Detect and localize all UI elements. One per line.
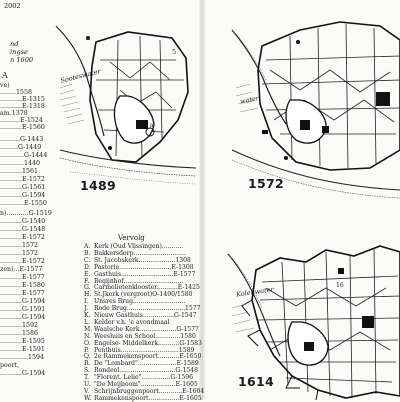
left-column-line: ...........E-1572 bbox=[0, 176, 45, 183]
legend-item-key: A. bbox=[84, 243, 91, 250]
legend-item-text: Begijnhof............................... bbox=[94, 277, 184, 285]
map-1489-number-5: 5 bbox=[172, 48, 177, 56]
legend-item-key: M. bbox=[84, 325, 93, 333]
left-column-line: ...........E-1577 bbox=[0, 274, 45, 281]
left-column-line: A bbox=[2, 71, 8, 80]
map-1489-water-label: Sooteswater bbox=[59, 67, 102, 85]
left-column-line: ...........1561 bbox=[0, 168, 39, 175]
legend-item-key: U. bbox=[84, 381, 91, 388]
left-column-line: ...........E-1591 bbox=[0, 346, 45, 353]
left-column-line: ...........G-1548 bbox=[0, 226, 46, 233]
legend-item-key: P. bbox=[84, 346, 89, 354]
header-year: 2002 bbox=[4, 2, 21, 10]
legend-item-key: I. bbox=[84, 298, 89, 306]
legend-item-key: K. bbox=[84, 312, 91, 319]
left-column-line: ...........1572 bbox=[0, 250, 39, 257]
legend-item-key: Q. bbox=[84, 353, 91, 361]
legend-item-key: F. bbox=[84, 277, 90, 285]
legend-item-text: Rammekenspoort................E-1605 bbox=[94, 394, 202, 402]
legend-item-text: Schrijnbruggenpoort............E-1604 bbox=[94, 387, 205, 395]
legend-heading: Vervolg bbox=[118, 234, 145, 242]
left-column-line: zen)...E-1577 bbox=[0, 266, 43, 273]
left-column-line: ve) bbox=[0, 82, 10, 89]
left-column-line: ...........G-1594 bbox=[0, 314, 46, 321]
legend-item-key: O. bbox=[84, 339, 91, 347]
partial-title-line-2: ingse bbox=[10, 48, 28, 56]
legend-item-text: De "Lombard"....................E-1589 bbox=[94, 360, 199, 368]
legend-item-text: Waalsche Kerk...................G-1577 bbox=[94, 325, 199, 333]
left-column-line: ..........E-1524 bbox=[0, 117, 43, 124]
legend-item-text: 2e Rammekenspoort...........E-1650 bbox=[94, 353, 202, 361]
left-column-line: ............1440 bbox=[0, 160, 41, 167]
legend-item-text: Kerk (Oud Vlissingen)........... bbox=[94, 243, 184, 250]
legend-item-text: Penthuis..............................1589 bbox=[94, 346, 195, 354]
legend-item-key: N. bbox=[84, 332, 91, 340]
map-1614-water-label: Kolenwater bbox=[235, 285, 275, 299]
left-column-line: ..........G-1443 bbox=[0, 136, 44, 143]
map-1489-letter-a: a bbox=[150, 122, 154, 129]
left-column-line: ...........E-1580 bbox=[0, 282, 45, 289]
legend-item-text: Rondeel.............................G-1548 bbox=[94, 367, 198, 375]
left-column-line: ........1558 bbox=[0, 89, 33, 96]
left-column-line: am.1378 bbox=[0, 110, 28, 117]
legend-item-key: C. bbox=[84, 256, 91, 264]
legend-item-key: T. bbox=[84, 374, 90, 382]
left-column-line: poort, bbox=[0, 362, 20, 369]
legend-item-text: Kelder v.h. 'e avondmaal bbox=[94, 318, 170, 326]
legend-item-text: Rode Brug..............................1577 bbox=[94, 305, 201, 313]
left-column-line: ............G-1444 bbox=[0, 152, 48, 159]
legend-item-text: Gasthuis...........................E-1577 bbox=[94, 270, 196, 278]
legend-item-text: Unsres Brug........................... bbox=[94, 298, 186, 306]
map-1614-number-16: 16 bbox=[336, 282, 344, 289]
left-column-line: ...........G-1540 bbox=[0, 218, 46, 225]
left-column-line: ...........G-1591 bbox=[0, 306, 46, 313]
left-column-line: ...........E-1572 bbox=[0, 258, 45, 265]
legend-item-text: "De Meijboom"..................E-1605 bbox=[94, 381, 198, 388]
left-column-line: ............E-1550 bbox=[0, 200, 47, 207]
left-column-line: n)...........G-1519 bbox=[0, 210, 52, 217]
left-column-line: ...........E-1595 bbox=[0, 338, 45, 345]
legend-item-key: J. bbox=[84, 305, 88, 313]
legend-item-key: E. bbox=[84, 270, 91, 278]
legend-item-text: St.Jkerk (vergroot)O-1490/1580 bbox=[94, 291, 193, 299]
legend-item-text: St. Jacobskerk...................1308 bbox=[94, 256, 191, 264]
legend-item-key: D. bbox=[84, 263, 91, 271]
left-column-line: ...........E-1318 bbox=[0, 103, 45, 110]
left-column-line: ...........G-1594 bbox=[0, 370, 46, 377]
legend-item-text: Nieuw Gasthuis................G-1547 bbox=[94, 312, 197, 319]
left-column-line: ...........E-1577 bbox=[0, 290, 45, 297]
legend-item-key: W. bbox=[84, 394, 92, 402]
left-column-line: ...........E-1560 bbox=[0, 124, 45, 131]
legend-item-key: B. bbox=[84, 249, 91, 257]
left-column-line: ...........E-1315 bbox=[0, 96, 45, 103]
legend-item-text: "Florent. Lelie"...............G-1596 bbox=[94, 374, 193, 382]
legend-item-key: G. bbox=[84, 284, 91, 292]
legend-item-text: Engelse- Middelkerk...........G-1583 bbox=[94, 339, 202, 347]
map-1572-water-label: water bbox=[239, 94, 260, 106]
legend-item-text: Carmelietenklooster...........E-1425 bbox=[94, 284, 200, 292]
map-1489-year: 1489 bbox=[80, 178, 116, 193]
legend-item-key: S. bbox=[84, 367, 90, 375]
partial-title-line-3: n 1600 bbox=[10, 56, 34, 64]
map-1614-year: 1614 bbox=[238, 374, 274, 389]
left-column-line: ...........1586 bbox=[0, 330, 39, 337]
left-column-line: ...........E-1572 bbox=[0, 234, 45, 241]
legend-item-text: Weeshuis en School.............1580 bbox=[94, 332, 196, 340]
left-column-line: ..............1594 bbox=[0, 354, 45, 361]
legend-item-text: Bakkersdorp........................... bbox=[94, 249, 186, 257]
map-1572-year: 1572 bbox=[248, 176, 284, 191]
left-column-line: ...........1572 bbox=[0, 242, 39, 249]
legend-item-key: R. bbox=[84, 360, 91, 368]
legend-item-key: H. bbox=[84, 291, 92, 299]
legend-item-text: Pastorie...........................E-1308 bbox=[94, 263, 194, 271]
partial-title-line-1: nd bbox=[10, 40, 19, 48]
legend-item-key: L. bbox=[84, 318, 90, 326]
left-column-line: ...........G-1561 bbox=[0, 184, 46, 191]
left-column-line: ...........G-1594 bbox=[0, 298, 46, 305]
legend-item-key: V. bbox=[84, 387, 90, 395]
left-column-line: ...........G-1594 bbox=[0, 192, 46, 199]
left-column-line: .........G-1449 bbox=[0, 144, 42, 151]
left-column-line: ...........1592 bbox=[0, 322, 39, 329]
